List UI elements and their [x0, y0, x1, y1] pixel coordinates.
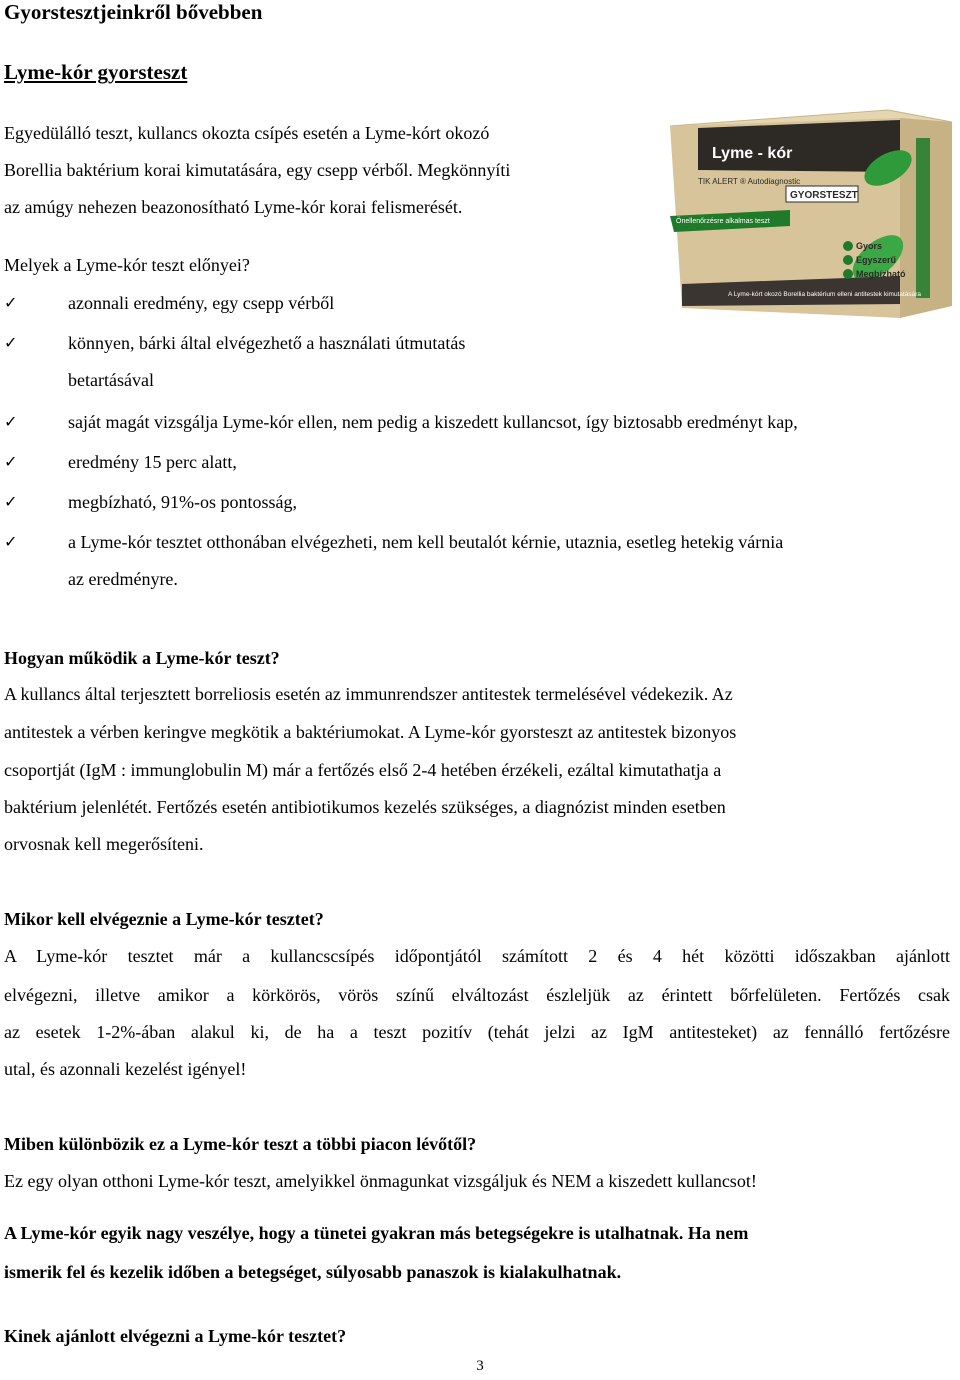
diff-heading: Miben különbözik ez a Lyme-kór teszt a többi piacon lévőtől?: [4, 1134, 477, 1154]
product-bottom-text: A Lyme-kórt okozó Borellia baktérium elleni antitestek kimutatására: [728, 291, 922, 298]
product-self-test: Önellenőrzésre alkalmas teszt: [676, 218, 770, 225]
how-line: baktérium jelenlétét. Fertőzés esetén antibiotikumos kezelés szükséges, a diagnózist minden esetben: [4, 797, 726, 817]
how-line: antitestek a vérben keringve megkötik a baktériumokat. A Lyme-kór gyorsteszt az antitestek bizonyos: [4, 722, 737, 742]
advantage-item-cont: betartásával: [68, 370, 154, 390]
how-line: A kullancs által terjesztett borreliosis esetén az immunrendszer antitestek termelésével védekezik. Az: [4, 684, 733, 704]
when-heading: Mikor kell elvégeznie a Lyme-kór tesztet?: [4, 909, 324, 929]
check-icon: ✓: [4, 414, 18, 431]
check-icon: ✓: [4, 454, 18, 471]
intro-line-2: Borellia baktérium korai kimutatására, egy csepp vérből. Megkönnyíti: [4, 160, 511, 180]
advantages-heading: Melyek a Lyme-kór teszt előnyei?: [4, 255, 250, 275]
product-feature: Megbízható: [856, 269, 906, 279]
product-name: Lyme - kór: [712, 145, 793, 162]
lyme-test-link[interactable]: Lyme-kór gyorsteszt: [4, 60, 188, 84]
check-icon: ✓: [4, 335, 18, 352]
advantage-item: eredmény 15 perc alatt,: [68, 452, 237, 472]
product-box-image: [668, 108, 954, 322]
page-title: Gyorstesztjeinkről bővebben: [4, 0, 263, 24]
check-icon: ✓: [4, 534, 18, 551]
intro-line-3: az amúgy nehezen beazonosítható Lyme-kór korai felismerését.: [4, 197, 463, 217]
product-brand-line: TIK ALERT ® Autodiagnostic: [698, 177, 801, 186]
when-line: utal, és azonnali kezelést igényel!: [4, 1059, 247, 1079]
advantage-item: megbízható, 91%-os pontosság,: [68, 492, 297, 512]
product-feature: Egyszerű: [856, 255, 897, 265]
product-badge: GYORSTESZT: [790, 190, 858, 201]
advantage-item: a Lyme-kór tesztet otthonában elvégezheti, nem kell beutalót kérnie, utaznia, esetleg hetekig várnia: [68, 532, 784, 552]
how-heading: Hogyan működik a Lyme-kór teszt?: [4, 648, 280, 668]
when-line: A Lyme-kór tesztet már a kullancscsípés időpontjától számított 2 és 4 hét közötti időszakban ajánlott: [4, 946, 950, 966]
page-number: 3: [476, 1358, 484, 1374]
advantage-item: saját magát vizsgálja Lyme-kór ellen, nem pedig a kiszedett kullancsot, így biztosabb eredményt kap,: [68, 412, 798, 432]
intro-line-1: Egyedülálló teszt, kullancs okozta csípés esetén a Lyme-kórt okozó: [4, 123, 490, 143]
warning-line: A Lyme-kór egyik nagy veszélye, hogy a tünetei gyakran más betegségekre is utalhatnak. Ha nem: [4, 1223, 749, 1243]
when-line: az esetek 1-2%-ában alakul ki, de ha a teszt pozitív (tehát jelzi az IgM antitesteket) az fennálló fertőzésre: [4, 1022, 950, 1042]
when-line: elvégezni, illetve amikor a körkörös, vörös színű elváltozást észleljük az érintett bőrfelületen. Fertőzés csak: [4, 985, 950, 1005]
warning-line: ismerik fel és kezelik időben a betegséget, súlyosabb panaszok is kialakulhatnak.: [4, 1262, 622, 1282]
advantage-item: könnyen, bárki által elvégezhető a használati útmutatás: [68, 333, 466, 353]
how-line: orvosnak kell megerősíteni.: [4, 834, 204, 854]
advantage-item-cont: az eredményre.: [68, 569, 178, 589]
who-heading: Kinek ajánlott elvégezni a Lyme-kór tesztet?: [4, 1326, 347, 1346]
check-icon: ✓: [4, 295, 18, 312]
advantage-item: azonnali eredmény, egy csepp vérből: [68, 293, 335, 313]
diff-line: Ez egy olyan otthoni Lyme-kór teszt, amelyikkel önmagunkat vizsgáljuk és NEM a kiszedett kullancsot!: [4, 1171, 757, 1191]
product-feature: Gyors: [856, 241, 883, 251]
how-line: csoportját (IgM : immunglobulin M) már a fertőzés első 2-4 hetében érzékeli, ezáltal kimutathatja a: [4, 760, 722, 780]
check-icon: ✓: [4, 494, 18, 511]
